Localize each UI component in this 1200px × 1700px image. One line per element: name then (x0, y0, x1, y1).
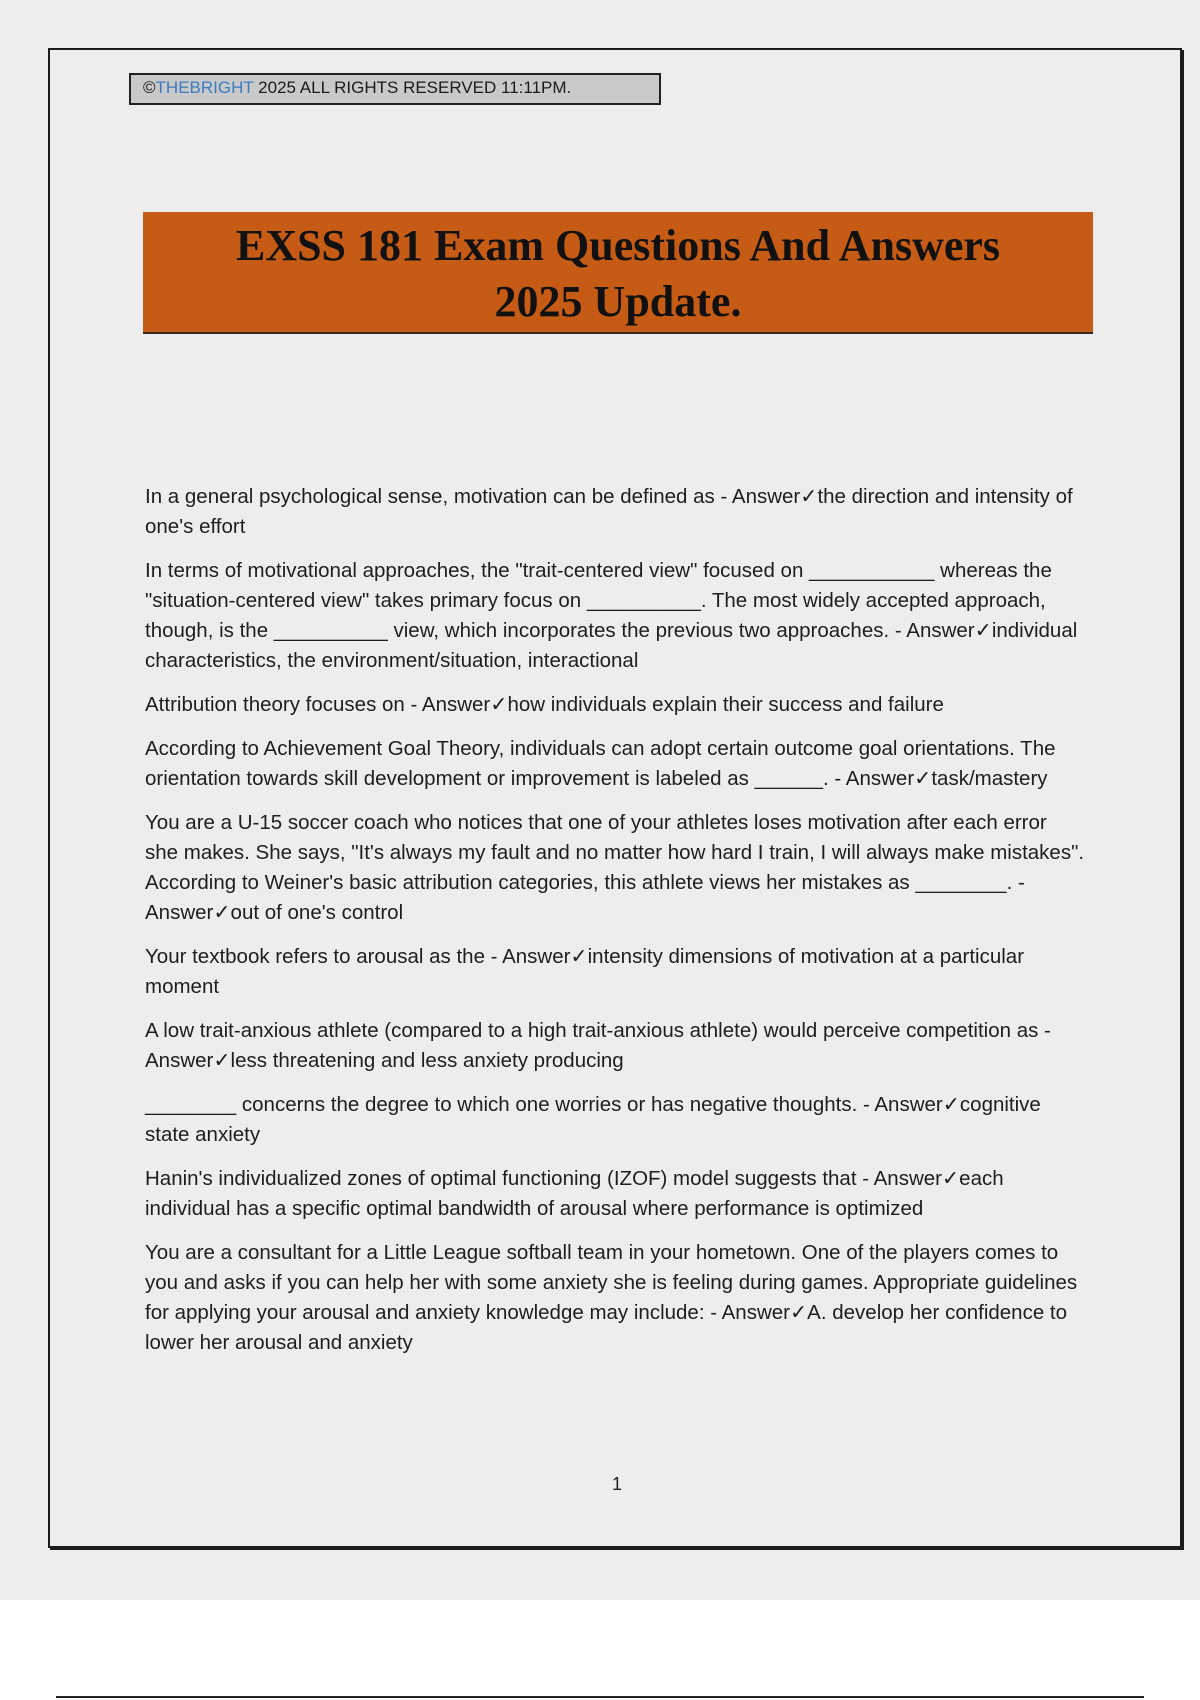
title-line-1: EXSS 181 Exam Questions And Answers (235, 221, 1001, 270)
copyright-symbol: © (143, 78, 156, 97)
qa-item (145, 1238, 1085, 1358)
answer-marker: Answer✓ (731, 485, 818, 508)
answer-marker: Answer✓ (421, 693, 508, 716)
answer-text: cognitive state anxiety (145, 1093, 1041, 1146)
question-text: Hanin's individualized zones of optimal functioning (IZOF) model suggests that - (145, 1167, 874, 1190)
qa-list (145, 482, 1085, 1372)
question-text: According to Achievement Goal Theory, individuals can adopt certain outcome goal orientations. The orientation towards skill development or improvement is labeled as ______. - (145, 737, 1056, 790)
question-text: ________ concerns the degree to which one worries or has negative thoughts. - (145, 1093, 875, 1116)
qa-item (145, 734, 1085, 794)
answer-marker: Answer✓ (845, 767, 932, 790)
answer-text: less threatening and less anxiety producing (230, 1049, 624, 1072)
qa-item (145, 690, 1085, 720)
answer-text: task/mastery (931, 767, 1048, 790)
copyright-text: 2025 ALL RIGHTS RESERVED 11:11PM. (253, 78, 572, 97)
answer-text: A. develop her confidence to lower her arousal and anxiety (145, 1301, 1068, 1354)
answer-marker: Answer✓ (502, 945, 588, 968)
qa-item (145, 482, 1085, 542)
qa-item (145, 942, 1085, 1002)
answer-marker: Answer✓ (873, 1167, 960, 1190)
question-text: You are a consultant for a Little League softball team in your hometown. One of the players comes to you and asks if you can help her with some anxiety she is feeling during games. Appropriate guidelines for applying your arousal and anxiety knowledge may include: - (145, 1241, 1078, 1324)
copyright-notice (129, 73, 661, 105)
answer-text: out of one's control (230, 901, 404, 924)
question-text: A low trait-anxious athlete (compared to a high trait-anxious athlete) would perceive competition as - (145, 1019, 1051, 1042)
answer-text: how individuals explain their success and failure (507, 693, 944, 716)
answer-marker: Answer✓ (906, 619, 992, 642)
brand-name: THEBRIGHT (155, 78, 254, 97)
question-text: You are a U-15 soccer coach who notices that one of your athletes loses motivation after each error she makes. She says, "It's always my fault and no matter how hard I train, I will always make mistakes". According to Weiner's basic attribution categories, this athlete views her mistakes as ________. - (145, 811, 1085, 894)
question-text: Attribution theory focuses on - (145, 693, 422, 716)
qa-item (145, 556, 1085, 676)
answer-text: each individual has a specific optimal bandwidth of arousal where performance is optimized (145, 1167, 1004, 1220)
qa-item (145, 1090, 1085, 1150)
question-text: Your textbook refers to arousal as the - (145, 945, 503, 968)
answer-text: the direction and intensity of one's effort (145, 485, 1073, 538)
answer-marker: Answer✓ (874, 1093, 960, 1116)
question-text: In a general psychological sense, motivation can be defined as - (145, 485, 732, 508)
question-text: In terms of motivational approaches, the "trait-centered view" focused on ___________ whereas the "situation-centered view" takes primary focus on __________. The most widely accepted approach, though, is the __________ view, which incorporates the previous two approaches. - (145, 559, 1052, 642)
page-number: 1 (611, 1474, 622, 1494)
qa-item (145, 1016, 1085, 1076)
bottom-divider (56, 1696, 1144, 1698)
qa-item (145, 1164, 1085, 1224)
answer-marker: Answer✓ (145, 1049, 231, 1072)
qa-item (145, 808, 1085, 928)
answer-text: intensity dimensions of motivation at a particular moment (145, 945, 1025, 998)
answer-marker: Answer✓ (721, 1301, 808, 1324)
document-title-banner (143, 212, 1093, 334)
answer-marker: Answer✓ (145, 901, 231, 924)
title-line-2: 2025 Update. (494, 277, 742, 326)
answer-text: individual characteristics, the environment/situation, interactional (145, 619, 1078, 672)
